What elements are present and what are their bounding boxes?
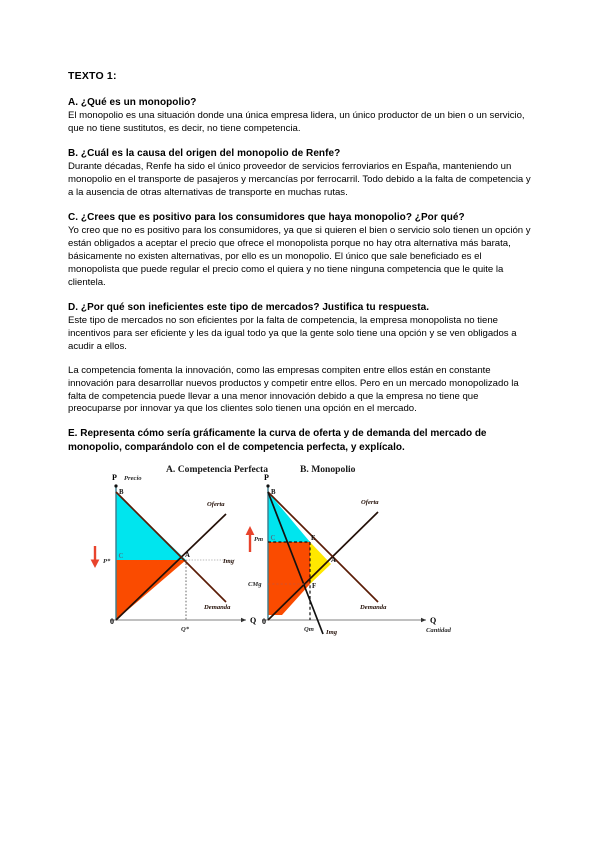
question-answer-d: Este tipo de mercados no son eficientes por la falta de competencia, la empresa monopolista no tiene incentivos para ser eficiente y les da igual todo ya que la gente solo tiene una opción y se ven obligados a acudir a ellos. <box>68 315 517 352</box>
chart-title-competencia-perfecta: A. Competencia Perfecta <box>166 464 269 476</box>
y-axis-label-mp: P <box>264 473 269 483</box>
price-down-arrow-cp <box>91 546 100 568</box>
quantity-label-mp: Qm <box>304 626 314 634</box>
curve-label-demanda-mp: Demanda <box>360 604 387 612</box>
question-block-c <box>68 211 532 290</box>
question-block-b <box>68 147 532 200</box>
x-axis-label-cp: Q <box>250 616 257 626</box>
y-axis-sublabel-cp: Precio <box>124 475 142 483</box>
question-block-d <box>68 301 532 354</box>
question-block-a <box>68 96 532 136</box>
economics-figure <box>78 462 528 654</box>
question-answer-b: Durante décadas, Renfe ha sido el único proveedor de servicios ferroviarios en España, manteniendo un monopolio en el transporte de pasajeros y mercancías por ferrocarril. Todo debido a la falta de competencia y a la ausencia de otras alternativas de transporte en muchas rutas. <box>68 161 531 198</box>
question-heading-e: E. Representa cómo sería gráficamente la curva de oferta y de demanda del mercado de monopolio, comparándolo con el de competencia perfecta, y explícalo. <box>68 428 487 453</box>
point-label-b-mp: B <box>271 489 276 497</box>
question-heading-b: B. ¿Cuál es la causa del origen del monopolio de Renfe? <box>68 147 341 159</box>
price-label-cp: P* <box>103 558 111 566</box>
curve-label-img-mp: Img <box>326 629 337 637</box>
y-axis-cap-mp <box>266 485 269 488</box>
quantity-label-cp: Q* <box>181 626 190 634</box>
price-label-mp: Pm <box>254 536 264 544</box>
origin-label-mp: 0 <box>262 617 266 627</box>
point-label-c-cp: C <box>118 553 124 561</box>
x-axis-arrow-mp <box>421 618 426 622</box>
y-axis-cap-cp <box>114 485 117 488</box>
y-axis-label-cp: P <box>112 473 117 483</box>
point-label-f-mp: F <box>312 583 317 591</box>
area-perdida-eficiencia-mp <box>310 542 331 584</box>
point-label-a-cp: A <box>185 552 190 560</box>
chart-monopolio <box>246 464 452 636</box>
point-label-b-cp: B <box>119 489 124 497</box>
point-label-c-mp: C <box>270 535 276 543</box>
question-heading-c: C. ¿Crees que es positivo para los consumidores que haya monopolio? ¿Por qué? <box>68 211 465 223</box>
curve-label-oferta-cp: Oferta <box>207 501 225 509</box>
extra-paragraph: La competencia fomenta la innovación, como las empresas compiten entre ellos están en constante innovación para desarrollar nuevos productos y competir entre ellos. Pero en un mercado monopolizado la falta de competencia puede llevar a una menor innovación debido a que la empresa no tiene que preocuparse por innovar ya que los clientes solo tienen una opción en el mercado. <box>68 364 519 415</box>
x-axis-arrow-cp <box>241 618 246 622</box>
question-heading-a: A. ¿Qué es un monopolio? <box>68 96 197 108</box>
question-answer-c: Yo creo que no es positivo para los consumidores, ya que si quieren el bien o servicio solo tienen un opción y están obligados a aceptar el precio que ofrece el monopolista porque no hay otra alternativa más barata, básicamente no existen alternativas, por ello es un monopolio. El único que sale beneficiado es el monopolista que puede regular el precio como el quiera y no tiene ninguna competencia que le quite la clientela. <box>68 225 531 288</box>
page-title: TEXTO 1: <box>68 70 117 82</box>
question-answer-a: El monopolio es una situación donde una única empresa lidera, un único productor de un bien o un servicio, que no tiene sustitutos, es decir, no tiene competencia. <box>68 110 525 134</box>
x-axis-label-mp: Q <box>430 616 437 626</box>
curve-label-oferta-mp: Oferta <box>361 499 379 507</box>
supply-demand-comparison-chart <box>78 462 528 654</box>
origin-label-cp: 0 <box>110 617 114 627</box>
point-label-a-mp: A <box>331 557 336 565</box>
point-label-e-mp: E <box>311 535 316 543</box>
document-content <box>68 70 532 654</box>
chart-competencia-perfecta <box>91 464 269 633</box>
cost-label-mp: CMg <box>248 581 262 589</box>
curve-label-demanda-cp: Demanda <box>204 604 231 612</box>
area-beneficio-monopolista-mp <box>268 542 310 615</box>
question-heading-d: D. ¿Por qué son ineficientes este tipo de mercados? Justifica tu respuesta. <box>68 301 430 313</box>
x-axis-sublabel-mp: Cantidad <box>426 627 451 635</box>
curve-label-img-cp: Img <box>223 558 234 566</box>
chart-title-monopolio: B. Monopolio <box>300 464 356 476</box>
